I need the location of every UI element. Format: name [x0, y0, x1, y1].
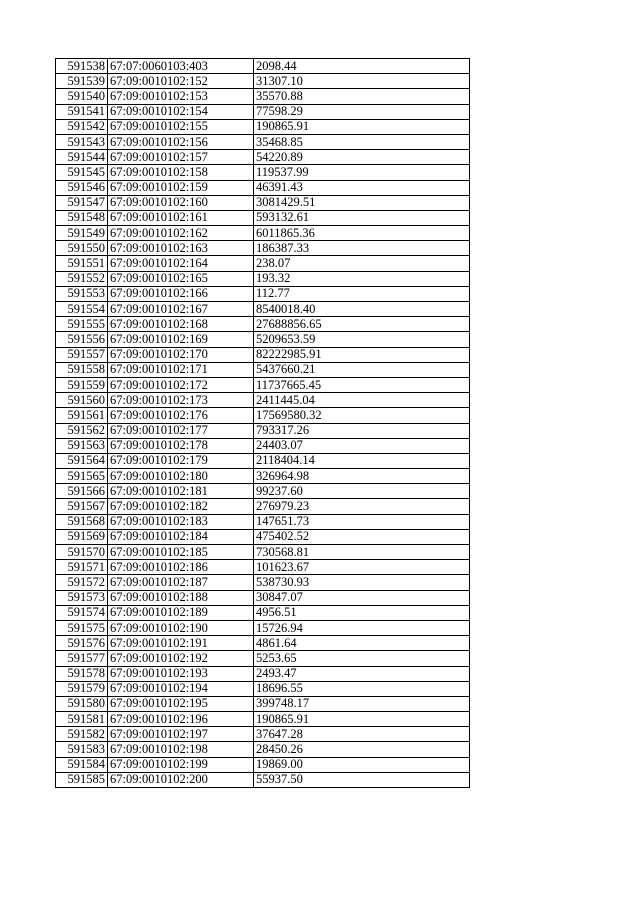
table-row [56, 165, 470, 180]
table-row [56, 271, 470, 286]
cadastral-code-cell: 67:09:0010102:155 [108, 119, 254, 134]
cadastral-code-cell: 67:09:0010102:153 [108, 89, 254, 104]
cadastral-code-cell: 67:09:0010102:192 [108, 651, 254, 666]
row-number-cell: 591581 [56, 712, 108, 727]
row-number-cell: 591568 [56, 514, 108, 529]
value-cell: 190865.91 [254, 712, 470, 727]
row-number-cell: 591560 [56, 393, 108, 408]
cadastral-code-cell: 67:09:0010102:196 [108, 712, 254, 727]
cadastral-code-cell: 67:09:0010102:184 [108, 529, 254, 544]
cadastral-code-cell: 67:09:0010102:183 [108, 514, 254, 529]
row-number-cell: 591566 [56, 484, 108, 499]
cadastral-code-cell: 67:09:0010102:187 [108, 575, 254, 590]
row-number-cell: 591553 [56, 286, 108, 301]
row-number-cell: 591579 [56, 681, 108, 696]
value-cell: 2098.44 [254, 59, 470, 74]
value-cell: 77598.29 [254, 104, 470, 119]
row-number-cell: 591549 [56, 226, 108, 241]
table-row [56, 286, 470, 301]
cadastral-code-cell: 67:09:0010102:188 [108, 590, 254, 605]
value-cell: 82222985.91 [254, 347, 470, 362]
row-number-cell: 591555 [56, 317, 108, 332]
value-cell: 399748.17 [254, 696, 470, 711]
cadastral-code-cell: 67:09:0010102:195 [108, 696, 254, 711]
cadastral-code-cell: 67:09:0010102:193 [108, 666, 254, 681]
table-row [56, 651, 470, 666]
row-number-cell: 591583 [56, 742, 108, 757]
value-cell: 24403.07 [254, 438, 470, 453]
cadastral-code-cell: 67:09:0010102:160 [108, 195, 254, 210]
value-cell: 30847.07 [254, 590, 470, 605]
value-cell: 190865.91 [254, 119, 470, 134]
value-cell: 27688856.65 [254, 317, 470, 332]
row-number-cell: 591577 [56, 651, 108, 666]
row-number-cell: 591541 [56, 104, 108, 119]
table-row [56, 712, 470, 727]
cadastral-code-cell: 67:09:0010102:182 [108, 499, 254, 514]
table-row [56, 332, 470, 347]
table-row [56, 210, 470, 225]
table-row [56, 469, 470, 484]
table-row [56, 757, 470, 772]
row-number-cell: 591547 [56, 195, 108, 210]
value-cell: 18696.55 [254, 681, 470, 696]
table-body [56, 59, 470, 788]
value-cell: 475402.52 [254, 529, 470, 544]
table-row [56, 241, 470, 256]
row-number-cell: 591574 [56, 605, 108, 620]
table-row [56, 453, 470, 468]
row-number-cell: 591545 [56, 165, 108, 180]
table-row [56, 377, 470, 392]
row-number-cell: 591559 [56, 377, 108, 392]
value-cell: 37647.28 [254, 727, 470, 742]
value-cell: 6011865.36 [254, 226, 470, 241]
value-cell: 730568.81 [254, 545, 470, 560]
table-row [56, 681, 470, 696]
value-cell: 538730.93 [254, 575, 470, 590]
row-number-cell: 591546 [56, 180, 108, 195]
data-table [55, 58, 470, 788]
row-number-cell: 591576 [56, 636, 108, 651]
table-row [56, 620, 470, 635]
cadastral-code-cell: 67:09:0010102:173 [108, 393, 254, 408]
table-row [56, 104, 470, 119]
cadastral-code-cell: 67:09:0010102:177 [108, 423, 254, 438]
value-cell: 2411445.04 [254, 393, 470, 408]
table-row [56, 408, 470, 423]
cadastral-code-cell: 67:09:0010102:186 [108, 560, 254, 575]
value-cell: 793317.26 [254, 423, 470, 438]
value-cell: 193.32 [254, 271, 470, 286]
table-row [56, 150, 470, 165]
row-number-cell: 591556 [56, 332, 108, 347]
cadastral-code-cell: 67:09:0010102:164 [108, 256, 254, 271]
row-number-cell: 591548 [56, 210, 108, 225]
cadastral-code-cell: 67:09:0010102:191 [108, 636, 254, 651]
row-number-cell: 591573 [56, 590, 108, 605]
cadastral-code-cell: 67:09:0010102:168 [108, 317, 254, 332]
table-row [56, 560, 470, 575]
table-row [56, 393, 470, 408]
value-cell: 147651.73 [254, 514, 470, 529]
table-row [56, 89, 470, 104]
value-cell: 19869.00 [254, 757, 470, 772]
cadastral-code-cell: 67:09:0010102:154 [108, 104, 254, 119]
value-cell: 326964.98 [254, 469, 470, 484]
table-row [56, 636, 470, 651]
cadastral-code-cell: 67:09:0010102:159 [108, 180, 254, 195]
row-number-cell: 591567 [56, 499, 108, 514]
cadastral-code-cell: 67:09:0010102:163 [108, 241, 254, 256]
table-row [56, 696, 470, 711]
table-row [56, 423, 470, 438]
table-row [56, 119, 470, 134]
value-cell: 112.77 [254, 286, 470, 301]
cadastral-code-cell: 67:09:0010102:167 [108, 302, 254, 317]
value-cell: 4956.51 [254, 605, 470, 620]
value-cell: 17569580.32 [254, 408, 470, 423]
row-number-cell: 591558 [56, 362, 108, 377]
row-number-cell: 591565 [56, 469, 108, 484]
table-row [56, 347, 470, 362]
row-number-cell: 591540 [56, 89, 108, 104]
value-cell: 2493.47 [254, 666, 470, 681]
value-cell: 2118404.14 [254, 453, 470, 468]
value-cell: 28450.26 [254, 742, 470, 757]
row-number-cell: 591538 [56, 59, 108, 74]
row-number-cell: 591582 [56, 727, 108, 742]
table-row [56, 438, 470, 453]
value-cell: 8540018.40 [254, 302, 470, 317]
table-row [56, 772, 470, 787]
cadastral-code-cell: 67:09:0010102:190 [108, 620, 254, 635]
table-row [56, 605, 470, 620]
row-number-cell: 591543 [56, 134, 108, 149]
value-cell: 593132.61 [254, 210, 470, 225]
value-cell: 3081429.51 [254, 195, 470, 210]
cadastral-code-cell: 67:09:0010102:156 [108, 134, 254, 149]
value-cell: 186387.33 [254, 241, 470, 256]
cadastral-code-cell: 67:09:0010102:171 [108, 362, 254, 377]
value-cell: 46391.43 [254, 180, 470, 195]
cadastral-code-cell: 67:09:0010102:180 [108, 469, 254, 484]
cadastral-code-cell: 67:09:0010102:161 [108, 210, 254, 225]
table-row [56, 134, 470, 149]
cadastral-code-cell: 67:09:0010102:158 [108, 165, 254, 180]
value-cell: 101623.67 [254, 560, 470, 575]
table-row [56, 317, 470, 332]
value-cell: 35570.88 [254, 89, 470, 104]
row-number-cell: 591554 [56, 302, 108, 317]
table-row [56, 590, 470, 605]
cadastral-code-cell: 67:09:0010102:157 [108, 150, 254, 165]
row-number-cell: 591572 [56, 575, 108, 590]
table-row [56, 575, 470, 590]
table-row [56, 742, 470, 757]
cadastral-code-cell: 67:09:0010102:178 [108, 438, 254, 453]
row-number-cell: 591550 [56, 241, 108, 256]
table-row [56, 514, 470, 529]
table-row [56, 362, 470, 377]
cadastral-code-cell: 67:09:0010102:198 [108, 742, 254, 757]
row-number-cell: 591584 [56, 757, 108, 772]
row-number-cell: 591578 [56, 666, 108, 681]
table-row [56, 59, 470, 74]
value-cell: 4861.64 [254, 636, 470, 651]
row-number-cell: 591542 [56, 119, 108, 134]
table-row [56, 74, 470, 89]
row-number-cell: 591551 [56, 256, 108, 271]
table-row [56, 545, 470, 560]
cadastral-code-cell: 67:09:0010102:179 [108, 453, 254, 468]
table-row [56, 302, 470, 317]
row-number-cell: 591562 [56, 423, 108, 438]
cadastral-code-cell: 67:07:0060103:403 [108, 59, 254, 74]
cadastral-code-cell: 67:09:0010102:172 [108, 377, 254, 392]
table-row [56, 529, 470, 544]
table-row [56, 226, 470, 241]
value-cell: 5209653.59 [254, 332, 470, 347]
row-number-cell: 591580 [56, 696, 108, 711]
value-cell: 35468.85 [254, 134, 470, 149]
row-number-cell: 591570 [56, 545, 108, 560]
value-cell: 55937.50 [254, 772, 470, 787]
row-number-cell: 591563 [56, 438, 108, 453]
row-number-cell: 591539 [56, 74, 108, 89]
cadastral-code-cell: 67:09:0010102:169 [108, 332, 254, 347]
table-row [56, 180, 470, 195]
value-cell: 11737665.45 [254, 377, 470, 392]
table-row [56, 195, 470, 210]
cadastral-code-cell: 67:09:0010102:170 [108, 347, 254, 362]
row-number-cell: 591585 [56, 772, 108, 787]
cadastral-code-cell: 67:09:0010102:197 [108, 727, 254, 742]
table-row [56, 256, 470, 271]
value-cell: 119537.99 [254, 165, 470, 180]
value-cell: 238.07 [254, 256, 470, 271]
table-row [56, 499, 470, 514]
cadastral-code-cell: 67:09:0010102:189 [108, 605, 254, 620]
row-number-cell: 591571 [56, 560, 108, 575]
value-cell: 276979.23 [254, 499, 470, 514]
row-number-cell: 591564 [56, 453, 108, 468]
value-cell: 5437660.21 [254, 362, 470, 377]
cadastral-code-cell: 67:09:0010102:166 [108, 286, 254, 301]
row-number-cell: 591557 [56, 347, 108, 362]
cadastral-code-cell: 67:09:0010102:199 [108, 757, 254, 772]
row-number-cell: 591575 [56, 620, 108, 635]
row-number-cell: 591544 [56, 150, 108, 165]
cadastral-code-cell: 67:09:0010102:176 [108, 408, 254, 423]
value-cell: 31307.10 [254, 74, 470, 89]
cadastral-code-cell: 67:09:0010102:181 [108, 484, 254, 499]
row-number-cell: 591561 [56, 408, 108, 423]
cadastral-code-cell: 67:09:0010102:194 [108, 681, 254, 696]
row-number-cell: 591569 [56, 529, 108, 544]
cadastral-code-cell: 67:09:0010102:165 [108, 271, 254, 286]
cadastral-code-cell: 67:09:0010102:200 [108, 772, 254, 787]
row-number-cell: 591552 [56, 271, 108, 286]
cadastral-code-cell: 67:09:0010102:162 [108, 226, 254, 241]
value-cell: 5253.65 [254, 651, 470, 666]
cadastral-code-cell: 67:09:0010102:152 [108, 74, 254, 89]
table-row [56, 666, 470, 681]
value-cell: 99237.60 [254, 484, 470, 499]
value-cell: 15726.94 [254, 620, 470, 635]
table-row [56, 727, 470, 742]
table-row [56, 484, 470, 499]
value-cell: 54220.89 [254, 150, 470, 165]
cadastral-code-cell: 67:09:0010102:185 [108, 545, 254, 560]
